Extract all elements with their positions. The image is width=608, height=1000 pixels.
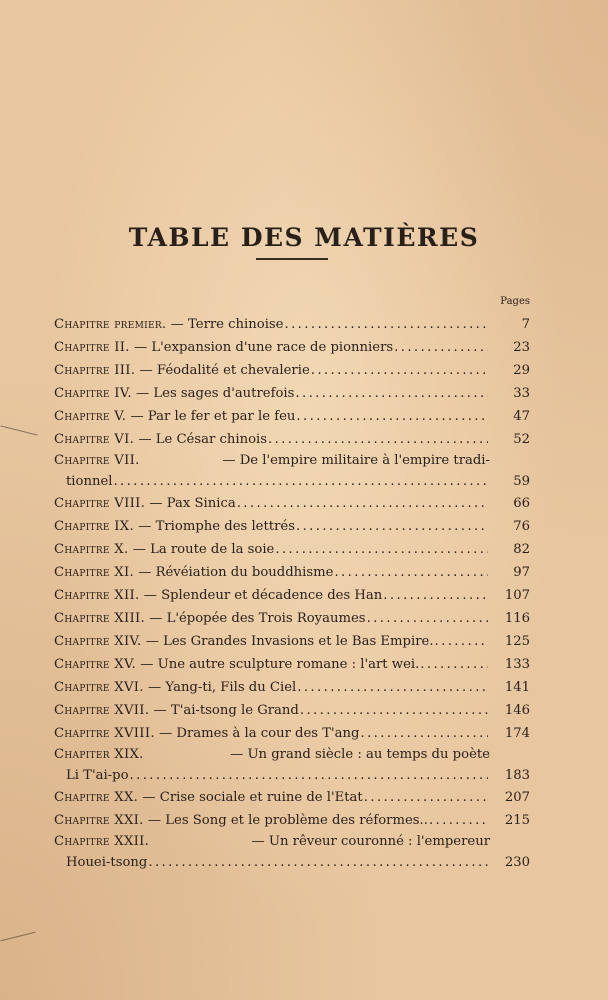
page-number: 76 [513,519,530,534]
dot-leader [367,607,488,630]
toc-entry [54,722,530,745]
chapter-label: Chapitre XVI. [54,680,144,695]
chapter-label: Chapitre XVII. [54,703,150,718]
chapter-label: Chapitre II. [54,340,130,355]
page-number: 141 [504,680,530,695]
dot-leader [275,538,488,561]
page-number: 82 [513,542,530,557]
toc-entry [54,809,530,832]
toc-entry-line [54,428,530,451]
toc-entry-continuation [54,471,530,492]
toc-entry [54,382,530,405]
chapter-label: Chapitre VII. [54,453,140,468]
chapter-title: — Crise sociale et ruine de l'Etat [142,790,363,805]
page-number: 97 [513,565,530,580]
dot-leader [296,405,488,428]
chapter-label: Chapitre XXII. [54,834,150,849]
toc-entry-line [54,515,530,538]
dot-leader [334,561,488,584]
chapter-title: — Par le fer et par le feu [130,409,296,424]
page-number: 183 [504,768,530,783]
toc-entry [54,745,530,786]
toc-entry-continuation [54,765,530,786]
title-rule [256,258,328,260]
toc-entry [54,405,530,428]
page-number: 33 [513,386,530,401]
toc-entry-line [54,832,530,852]
chapter-title: tionnel [66,474,113,489]
toc-entry [54,653,530,676]
page-number: 29 [513,363,530,378]
chapter-label: Chapitre XII. [54,588,140,603]
toc-entry [54,451,530,492]
chapter-label: Chapitre XV. [54,657,136,672]
chapter-title: Li T'ai-po [66,768,129,783]
toc-entry [54,561,530,584]
chapter-label: Chapitre V. [54,409,127,424]
toc-entry [54,428,530,451]
chapter-title: — Féodalité et chevalerie [139,363,310,378]
toc-entry-line [54,607,530,630]
toc-entry [54,832,530,873]
chapter-title: — Un rêveur couronné : l'empereur [251,834,490,849]
toc-entry [54,699,530,722]
chapter-label: Chapitre XX. [54,790,139,805]
dot-leader [296,515,488,538]
toc-entry [54,336,530,359]
chapter-title: — Yang-ti, Fils du Ciel [148,680,297,695]
chapter-label: Chapitre XIII. [54,611,145,626]
chapter-label: Chapitre VIII. [54,496,146,511]
chapter-title: — Un grand siècle : au temps du poète [230,747,490,762]
toc-entry [54,630,530,653]
chapter-title: — Le César chinois [138,432,267,447]
chapter-label: Chapitre XIV. [54,634,142,649]
chapter-title: — Une autre sculpture romane : l'art wei. [140,657,420,672]
dot-leader [297,676,488,699]
chapter-title: — L'épopée des Trois Royaumes [149,611,366,626]
dot-leader [311,359,488,382]
dot-leader [435,630,488,653]
toc-entry [54,607,530,630]
page-number: 23 [513,340,530,355]
toc-entry [54,492,530,515]
chapter-label: Chapiter XIX. [54,747,144,762]
chapter-title: — Les sages d'autrefois [136,386,295,401]
toc-entry [54,538,530,561]
toc-entry-line [54,405,530,428]
page-number: 59 [513,474,530,489]
chapter-title: — Les Grandes Invasions et le Bas Empire. [145,634,434,649]
toc-entry-line [54,313,530,336]
toc-entry [54,676,530,699]
chapter-title: — La route de la soie [132,542,275,557]
chapter-title: — T'ai-tsong le Grand [153,703,299,718]
chapter-title: — Révéiation du bouddhisme [138,565,334,580]
toc-entry-line [54,630,530,653]
chapter-label: Chapitre III. [54,363,136,378]
chapter-title: — Drames à la cour des T'ang [159,726,360,741]
page-number: 47 [513,409,530,424]
page-number: 52 [513,432,530,447]
toc-entry-line [54,538,530,561]
dot-leader [295,382,488,405]
chapter-title: Houei-tsong [66,855,148,870]
dot-leader [364,786,488,809]
chapter-title: — Les Song et le problème des réformes.. [147,813,428,828]
page-title: TABLE DES MATIÈRES [128,222,480,252]
chapter-title: — L'expansion d'une race de pionniers [134,340,394,355]
chapter-label: Chapitre IX. [54,519,134,534]
dot-leader [130,765,488,786]
toc-entry-line [54,359,530,382]
dot-leader [113,471,488,492]
toc-entry [54,359,530,382]
chapter-title: — Terre chinoise [170,317,284,332]
page-number: 66 [513,496,530,511]
toc-entry-line [54,676,530,699]
toc-entry-line [54,809,530,832]
toc-entry [54,313,530,336]
page-number: 174 [504,726,530,741]
page-number: 7 [521,317,530,332]
toc-entry-line [54,699,530,722]
toc-entry-continuation [54,852,530,873]
toc-entry-line [54,745,530,765]
toc-entry-line [54,786,530,809]
toc-entry-line [54,653,530,676]
dot-leader [420,653,488,676]
toc-entry [54,786,530,809]
page-number: 207 [504,790,530,805]
toc-entry-line [54,382,530,405]
chapter-label: Chapitre XI. [54,565,134,580]
chapter-title: — Triomphe des lettrés [138,519,295,534]
chapter-label: Chapitre VI. [54,432,135,447]
toc-entry-line [54,451,530,471]
chapter-title: — De l'empire militaire à l'empire tradi- [222,453,490,468]
chapter-label: Chapitre IV. [54,386,132,401]
chapter-title: — Splendeur et décadence des Han [143,588,383,603]
dot-leader [268,428,488,451]
toc-entry [54,515,530,538]
chapter-label: Chapitre X. [54,542,129,557]
page-number: 133 [504,657,530,672]
page-number: 215 [504,813,530,828]
toc-entry-line [54,336,530,359]
page-number: 146 [504,703,530,718]
table-of-contents [54,313,530,873]
chapter-label: Chapitre XVIII. [54,726,155,741]
dot-leader [285,313,489,336]
dot-leader [300,699,488,722]
dot-leader [148,852,488,873]
page-number: 107 [504,588,530,603]
chapter-title: — Pax Sinica [149,496,236,511]
chapter-label: Chapitre XXI. [54,813,144,828]
dot-leader [383,584,488,607]
chapter-label: Chapitre premier. [54,317,167,332]
pages-column-label: Pages [500,296,530,307]
toc-entry-line [54,584,530,607]
toc-entry-line [54,722,530,745]
toc-entry-line [54,492,530,515]
page-number: 116 [504,611,530,626]
dot-leader [429,809,488,832]
toc-entry [54,584,530,607]
toc-entry-line [54,561,530,584]
dot-leader [394,336,488,359]
dot-leader [360,722,488,745]
page-number: 125 [504,634,530,649]
page-number: 230 [504,855,530,870]
dot-leader [237,492,488,515]
